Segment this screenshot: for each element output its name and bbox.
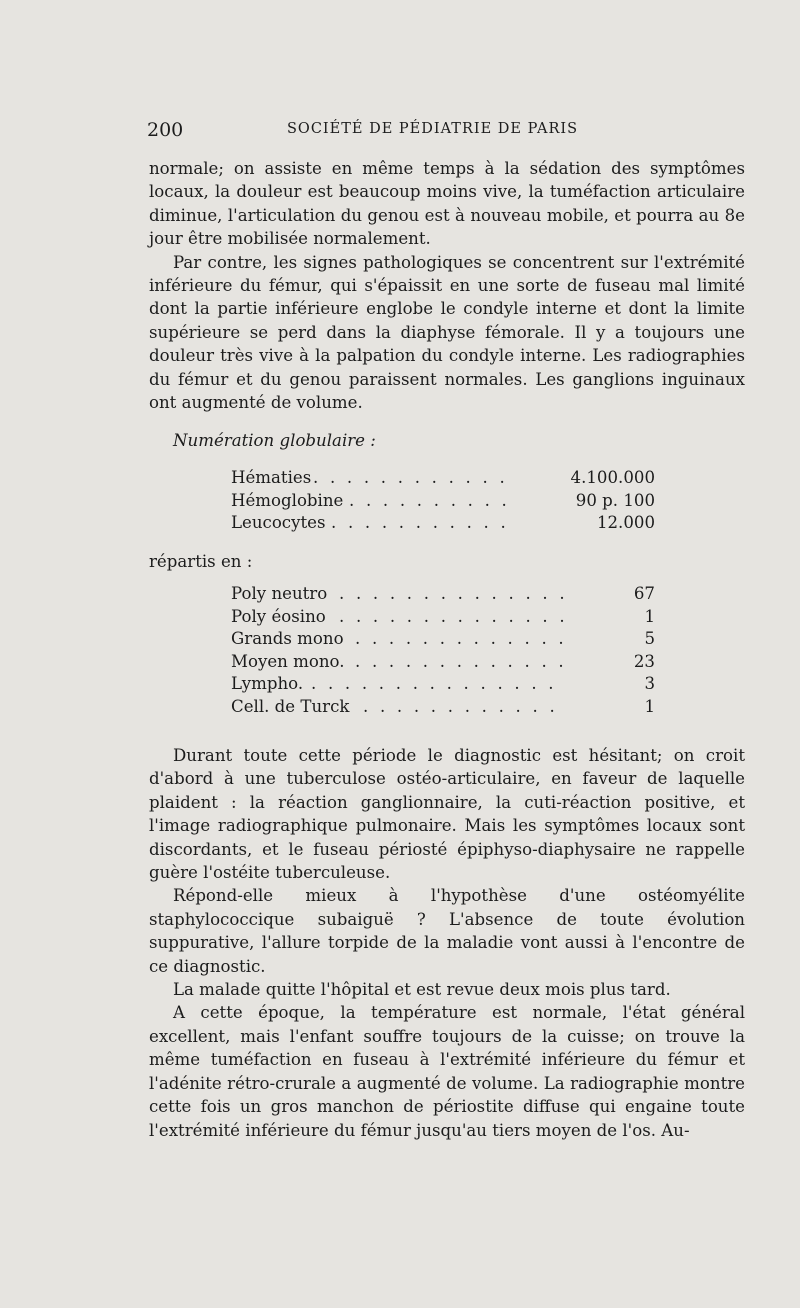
paragraph-6: A cette époque, la température est normale, l'état général excellent, mais l'enfant souffre toujours de la cuisse; on trouve la même tuméfaction en fuseau à l'extrémité inférieure du fémur et l'adénite rétro-crurale a augmenté de volume. La radiographie montre cette fois un gros manchon de périostite diffuse qui engaine toute l'extrémité inférieure du fémur jusqu'au tiers moyen de l'os. Au- [149,1003,745,1140]
row-value: 3 [644,674,655,694]
leader-dots: . . . . . . . . . . [349,490,511,510]
row-value: 1 [644,606,655,626]
leader-dots: . . . . . . . . . . . . . . . [311,674,557,694]
paragraph-4: Répond-elle mieux à l'hypothèse d'une ostéomyélite staphylococcique subaiguë ? L'absence de toute évolution suppurative, l'allure torpide de la maladie vont aussi à l'encontre de ce diagnostic. [149,886,745,976]
row-label: Poly éosino [231,606,326,626]
leader-dots: . . . . . . . . . . . . . [355,651,567,671]
leader-dots: . . . . . . . . . . . . . [355,629,567,649]
running-title: SOCIÉTÉ DE PÉDIATRIE DE PARIS [287,121,579,137]
paragraph-1: normale; on assiste en même temps à la sédation des symptômes locaux, la douleur est beaucoup moins vive, la tuméfaction articulaire diminue, l'articulation du genou est à nouveau mobile, et pourra au 8e jour être mobilisée normalement. [149,159,745,249]
paragraph-2: Par contre, les signes pathologiques se concentrent sur l'extrémité inférieure du fémur, qui s'épaissit en une sorte de fuseau mal limité dont la partie inférieure englobe le condyle interne et dont la limite supérieure se perd dans la diaphyse fémorale. Il y a toujours une douleur très vive à la palpation du condyle interne. Les radiographies du fémur et du genou paraissent normales. Les ganglions inguinaux ont augmenté de volume. [149,252,745,413]
row-label: Grands mono [231,629,344,649]
leader-dots: . . . . . . . . . . . . . . [339,606,568,626]
top-text [149,157,745,414]
row-label: Lympho. [231,674,304,694]
row-label: Moyen mono. [231,651,345,671]
row-label: Leucocytes [231,513,326,533]
row-label: Hémoglobine [231,490,344,510]
row-value: 5 [644,629,655,649]
row-value: 23 [633,651,655,671]
leader-dots: . . . . . . . . . . . . [313,468,508,487]
paragraph-5: La malade quitte l'hôpital et est revue deux mois plus tard. [173,980,671,1000]
row-value: 1 [644,696,655,716]
row-label: Hématies [231,468,312,487]
paragraph-3: Durant toute cette période le diagnostic est hésitant; on croit d'abord à une tuberculose ostéo-articulaire, en faveur de laquelle plaident : la réaction ganglionnaire, la cuti-réaction positive, et l'image radiographique pulmonaire. Mais les symptômes locaux sont discordants, et le fuseau périosté épiphyso-diaphysaire ne rappelle guère l'ostéite tuberculeuse. [149,746,745,883]
leader-dots: . . . . . . . . . . . [331,513,509,533]
row-label: Cell. de Turck [231,696,350,716]
leader-dots: . . . . . . . . . . . . . . [339,584,568,603]
leader-dots: . . . . . . . . . . . . [363,696,558,716]
page-header [147,119,747,145]
row-value: 12.000 [596,513,655,533]
row-value: 4.100.000 [570,468,655,487]
page-number: 200 [147,119,184,141]
bottom-text [149,744,745,1142]
numeration-label: Numération globulaire : [173,431,376,450]
row-label: Poly neutro [231,584,328,603]
row-value: 67 [633,584,655,603]
repartis-label: répartis en : [149,552,253,571]
row-value: 90 p. 100 [575,490,655,510]
